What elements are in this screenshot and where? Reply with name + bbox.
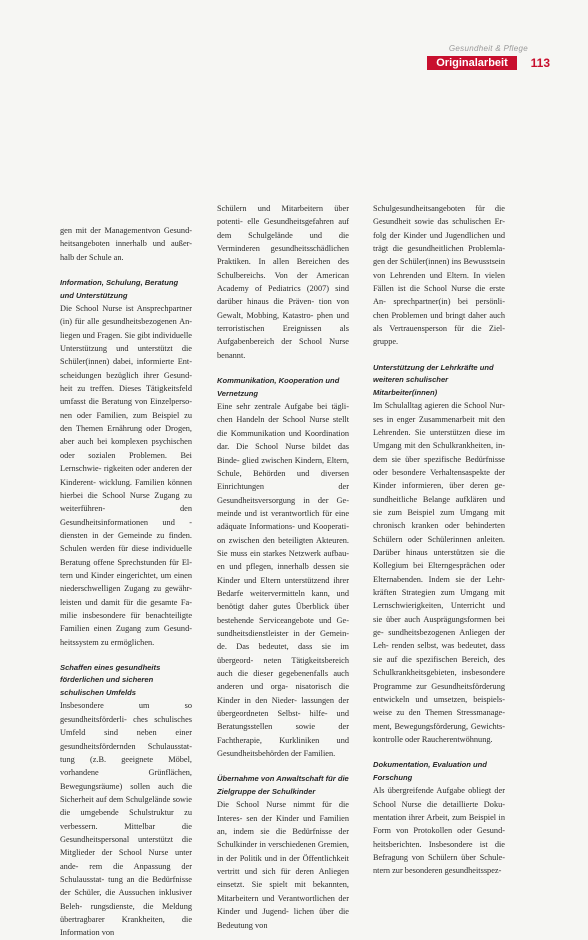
paragraph: Insbesondere um so gesundheitsförderli- ches schulisches Umfeld sind neben einer gesundheitsfördernden Schulausstat- tung (z.B. geeignete Möbel, vorhandene Grünflächen, Bewegungsräume) sollen auch die Sicherheit auf dem Schulgelände sowie die umgebende Schulstruktur zu verbessern. Mittelbar die Gesundheitspersonal unterstützt die Mitglieder der School Nurse unter ande- rem die Anpassung der Schulausstat- tung an die Bedürfnisse der Schüler, die Aussuchen inklusiver Beleh- rungsdienste, die Meldung übertragbarer Krankheiten, die Information von [60,701,192,938]
text-column-2 [217,202,349,932]
section-heading: Dokumentation, Evaluation und Forschung [373,760,487,782]
section-heading: Übernahme von Anwaltschaft für die Zielgruppe der Schulkinder [217,774,349,796]
section-heading: Schaffen eines gesundheits förderlichen und sicheren schulischen Umfelds [60,662,161,697]
paragraph: Schülern und Mitarbeitern über potenti- elle Gesundheitsgefahren auf dem Schulgelände und die Verminderen gesundheitsschädlichen Praktiken. In allen Bereichen des Schulbereichs. Von der American Academy of Pediatrics (2007) sind darüber hinaus die Präven- tion von Gewalt, Mobbing, Katastro- phen und terroristischen Ereignissen als Aufgabenbereich der School Nurse benannt. [217,204,349,360]
journal-title: Gesundheit & Pflege [448,44,528,53]
section-heading: Information, Schulung, Beratung und Unterstützung [60,278,179,300]
paragraph: Schulgesundheitsangeboten für die Gesundheit sowie das schulischen Er- folg der Kinder und Jugendlichen und trägt die gesundheitlichen Problemla- gen der Schüler(innen) ins Bewusstsein von Lehrenden und Eltern. In vielen Fällen ist die School Nurse die erste An- sprechpartner(in) bei persönli- chen Problemen und bringt daher auch als Vertrauensperson für die Ziel- gruppe. [373,204,505,347]
section-heading: Kommunikation, Kooperation und Vernetzung [217,376,340,398]
page-number: 113 [530,56,550,70]
text-column-1 [60,224,192,940]
paragraph: Als übergreifende Aufgabe obliegt der School Nurse die detaillierte Doku- mentation ihrer Arbeit, zum Beispiel in Form von Protokollen oder Gesund- heitsberichten. Insbesondere ist die Befragung von Schülern über Schule- ntern zur besonderen gesundheitsspez- [373,786,505,876]
text-column-3 [373,202,505,878]
section-heading: Unterstützung der Lehrkräfte und weiteren schulischer Mitarbeiter(innen) [373,362,494,397]
page-header [0,0,588,80]
paragraph: Die School Nurse ist Ansprechpartner (in) für alle gesundheitsbezogenen An- liegen und Fragen. Sie gibt individuelle Unterstützung und unterstützt die Schüler(innen) dabei, informierte Ent- scheidungen bezüglich ihrer Gesund- heit zu treffen. Dieses Tätigkeitsfeld umfasst die Beratung von Einzelperso- nen oder Familien, zum Beispiel zu den Themen Ernährung oder Drogen, aber auch bei komplexen psychischen oder sozialen Problemen. Bei Lernschwie- rigkeiten oder anderen der Kinderent- wicklung. Familien können hierbei die School Nurse Zugang zu weiterführen- den Gesundheitsinformationen und -diensten in der Gemeinde zu finden. Schulen werden für diese individuelle Beratung offene Sprechstunden für El- tern und Kinder eingerichtet, um einen niederschwelligen Zugang zu gewähr- leisten und damit für die gesamte Fa- milie insbesondere für benachteiligte Familien einen Zugang zum Gesund- heitssystem zu ermöglichen. [60,304,192,647]
paragraph: Eine sehr zentrale Aufgabe bei tägli- chen Handeln der School Nurse stellt die Kommunikation und Koordination dar. Die School Nurse bildet das Binde- glied zwischen Kindern, Eltern, Schule, Behörden und diversen Einrichtungen der Gesundheitsversorgung in der Ge- meinde und ist verantwortlich für eine adäquate Informations- und Kooperati- on zwischen den beteiligten Akteuren. Sie muss ein starkes Netzwerk aufbau- en und pflegen, innerhalb dessen sie Kinder und Eltern unterstützend ihrer Bedarfe weitervermitteln kann, und benötigt daher gutes Überblick über bestehende Serviceangebote und Ge- sundheitsdienstleister in der Gemein- de. Das bedeutet, dass sie im übergeord- neten Tätigkeitsbereich auch die dieser gegebenenfalls auch anderen und orga- nisatorisch die Kinder in den Nieder- lassungen der übergeordneten Selbst- hilfe- und Beratungsstellen sowie der Fachtherapie, Kurkliniken und Gesundheitsbehörden der Familien. [217,402,349,759]
paragraph: Die School Nurse nimmt für die Interes- sen der Kinder und Familien an, indem sie die Bedürfnisse der Schulkinder in verschiedenen Gremien, in der Politik und in der Öffentlichkeit vertritt und sich für deren Anliegen einsetzt. Sie spielt mit bekannten, Mitarbeitern und Verantwortlichen der Kinder und Jugend- lichen über die Bedeutung von [217,800,349,930]
paragraph: gen mit der Managementvon Gesund- heitsangeboten innerhalb und außer- halb der Schule an. [60,226,192,262]
section-tag: Originalarbeit [427,56,517,70]
paragraph: Im Schulalltag agieren die School Nur- ses in enger Zusammenarbeit mit den Lehrenden. Sie unterstützen diese im Umgang mit den Schulkrankheiten, in- dem sie über spezifische Bedürfnisse oder besondere Verhaltensaspekte der Kinder informieren, über deren ge- sundheitliche Belange aufklären und sie zum Beispiel zum Umgang mit chronisch kranken oder behinderten Schülern oder Schülerinnen anleiten. Darüber hinaus unterstützen sie die Kollegium bei Elterngesprächen oder Elternabenden. Indem sie der Lehr- kräften Strategien zum Umgang mit Lernschwierigkeiten, Unterricht und sie über auch Ausprägungsformen bei ge- sundheitsbezogenen Anliegen der Leh- renden selbst, was bedeutet, dass sie auf die spezifischen Bereich, des Schulkrankheitsgebieten, insbesondere Programme zur Gesundheitsförderung entwickeln und umsetzen, beispiels- weise zu den Themen Stressmanage- ment, Bewegungsförderung, Gewichts- kontrolle oder Raucherentwöhnung. [373,401,505,744]
